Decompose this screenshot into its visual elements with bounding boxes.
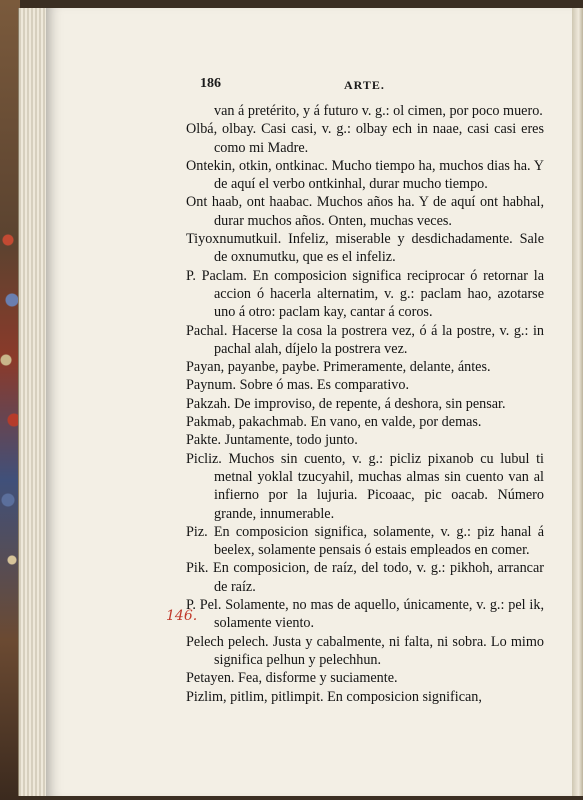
entry: Pakte. Juntamente, todo junto. [186,432,358,449]
running-head: ARTE. [344,78,385,92]
entry: P. Pel. Solamente, no mas de aquello, únicamente, v. g.: pel ik, solamente viento. [186,597,544,632]
book-page [46,8,572,796]
entry: Petayen. Fea, disforme y suciamente. [186,670,398,687]
page-number: 186 [200,76,221,91]
entry: Olbá, olbay. Casi casi, v. g.: olbay ech in naae, casi casi eres como mi Madre. [186,121,544,156]
entry: Pakzah. De improviso, de repente, á deshora, sin pensar. [186,395,506,412]
entry: Pik. En composicion, de raíz, del todo, v. g.: pikhoh, arrancar de raíz. [186,560,544,595]
marbled-endpaper [0,0,20,800]
entry: Piz. En composicion significa, solamente, v. g.: piz hanal á beelex, solamente pensais ó estais empleados en comer. [186,523,544,559]
entry: Paynum. Sobre ó mas. Es comparativo. [186,377,410,394]
entry: Picliz. Muchos sin cuento, v. g.: picliz pixanob cu lubul ti metnal yoklal tzucyahil, muchas almas sin cuento van al infierno por la lujuria. Picoaac, pic oacab. Número grande, innumerable. [186,450,544,522]
entry: Payan, payanbe, paybe. Primeramente, delante, ántes. [186,359,491,376]
body-text [186,102,544,706]
entry: P. Paclam. En composicion significa reciprocar ó retornar la accion ó hacerla alternatim, v. g.: paclam hao, azotarse uno á otro: paclam kay, cantar á coros. [186,267,544,321]
entry: Pelech pelech. Justa y cabalmente, ni falta, ni sobra. Lo mimo significa pelhun y pelechhun. [186,633,544,668]
entry: Ont haab, ont haabac. Muchos años ha. Y de aquí ont habhal, durar muchos años. Onten, muchas veces. [186,194,544,229]
entry: Pachal. Hacerse la cosa la postrera vez, ó á la postre, v. g.: in pachal alah, díjelo la postrera vez. [186,322,544,357]
page-right-edge [572,8,583,796]
entry: Ontekin, otkin, ontkinac. Mucho tiempo ha, muchos dias ha. Y de aquí el verbo ontkinhal, durar mucho tiempo. [186,157,544,193]
entry: van á pretérito, y á futuro v. g.: ol cimen, por poco muero. [214,103,543,119]
entry: Pakmab, pakachmab. En vano, en valde, por demas. [186,414,482,431]
page-stack-edge [18,8,49,796]
page-header [46,76,572,96]
handwritten-margin-note: 146. [166,608,198,624]
entry: Pizlim, pitlim, pitlimpit. En composicion significan, [186,688,482,705]
entry: Tiyoxnumutkuil. Infeliz, miserable y desdichadamente. Sale de oxnumutku, que es el infeliz. [186,231,544,266]
